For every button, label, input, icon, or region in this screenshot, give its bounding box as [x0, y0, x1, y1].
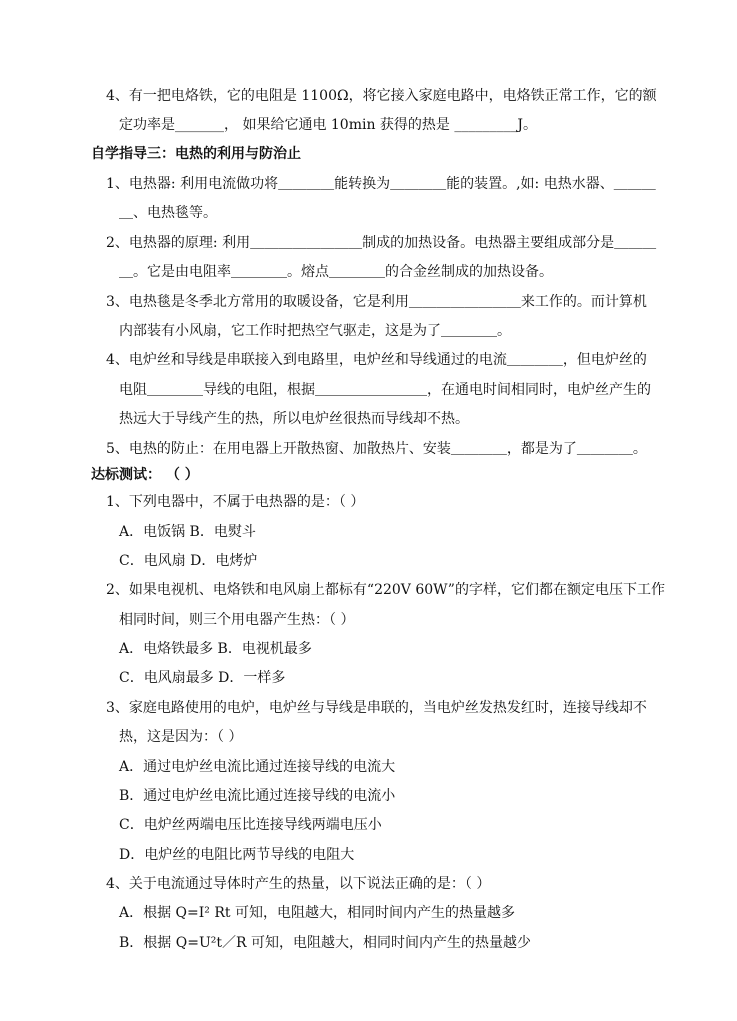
test-q3-option-b: B．通过电炉丝电流比通过连接导线的电流小	[119, 788, 396, 804]
test-q2-options-ab: A．电烙铁最多 B．电视机最多	[119, 641, 312, 657]
q4-line-2: 定功率是_______， 如果给它通电 10min 获得的热是 _________J。	[119, 117, 537, 133]
item1-line-2: ＿、电热毯等。	[119, 205, 217, 221]
test-q3-line-2: 热，这是因为：（ ）	[119, 729, 243, 745]
item3-line-1: 3、电热毯是冬季北方常用的取暖设备，它是利用＿＿＿＿＿＿＿＿来工作的。而计算机	[106, 294, 647, 310]
item4-line-1: 4、电炉丝和导线是串联接入到电路里，电炉丝和导线通过的电流＿＿＿＿，但电炉丝的	[106, 352, 647, 368]
test-q3-line-1: 3、家庭电路使用的电炉，电炉丝与导线是串联的，当电炉丝发热发红时，连接导线却不	[106, 700, 647, 716]
item2-line-1: 2、电热器的原理: 利用＿＿＿＿＿＿＿＿制成的加热设备。电热器主要组成部分是＿＿＿	[106, 235, 657, 251]
item1-line-1: 1、电热器: 利用电流做功将＿＿＿＿能转换为＿＿＿＿能的装置。,如: 电热水器、＿＿＿	[106, 176, 656, 192]
test-q3-option-d: D．电炉丝的电阻比两节导线的电阻大	[119, 847, 355, 863]
q4-line-1: 4、有一把电烙铁，它的电阻是 1100Ω，将它接入家庭电路中，电烙铁正常工作，它的额	[106, 88, 657, 104]
test-q2-line-1: 2、如果电视机、电烙铁和电风扇上都标有“220V 60W”的字样，它们都在额定电压下工作	[106, 582, 665, 598]
test-q4-option-a: A．根据 Q=I² Rt 可知，电阻越大，相同时间内产生的热量越多	[119, 905, 515, 921]
item3-line-2: 内部装有小风扇，它工作时把热空气驱走，这是为了＿＿＿＿。	[119, 323, 511, 339]
item2-line-2: ＿。它是由电阻率＿＿＿＿。熔点＿＿＿＿的合金丝制成的加热设备。	[119, 264, 553, 280]
item5-line-1: 5、电热的防止：在用电器上开散热窗、加散热片、安装＿＿＿＿，都是为了＿＿＿＿。	[106, 441, 647, 457]
item4-line-3: 热远大于导线产生的热，所以电炉丝很热而导线却不热。	[119, 411, 469, 427]
test-q1: 1、下列电器中，不属于电热器的是：（ ）	[106, 494, 365, 510]
test-q3-option-c: C．电炉丝两端电压比连接导线两端电压小	[119, 817, 382, 833]
test-q1-options-ab: A．电饭锅 B．电熨斗	[119, 524, 256, 540]
section-heading-test: 达标测试： （ ）	[91, 467, 199, 483]
test-q2-line-2: 相同时间，则三个用电器产生热：（ ）	[119, 612, 355, 628]
test-q2-options-cd: C．电风扇最多 D．一样多	[119, 670, 286, 686]
item4-line-2: 电阻＿＿＿＿导线的电阻，根据＿＿＿＿＿＿＿＿，在通电时间相同时，电炉丝产生的	[119, 382, 651, 398]
test-q4-line-1: 4、关于电流通过导体时产生的热量，以下说法正确的是：（ ）	[106, 876, 491, 892]
test-q3-option-a: A．通过电炉丝电流比通过连接导线的电流大	[119, 759, 396, 775]
test-q1-options-cd: C．电风扇 D．电烤炉	[119, 553, 258, 569]
test-q4-option-b: B．根据 Q=U²t／R 可知，电阻越大，相同时间内产生的热量越少	[119, 935, 531, 951]
section-heading-guide-3: 自学指导三：电热的利用与防治止	[91, 146, 301, 162]
